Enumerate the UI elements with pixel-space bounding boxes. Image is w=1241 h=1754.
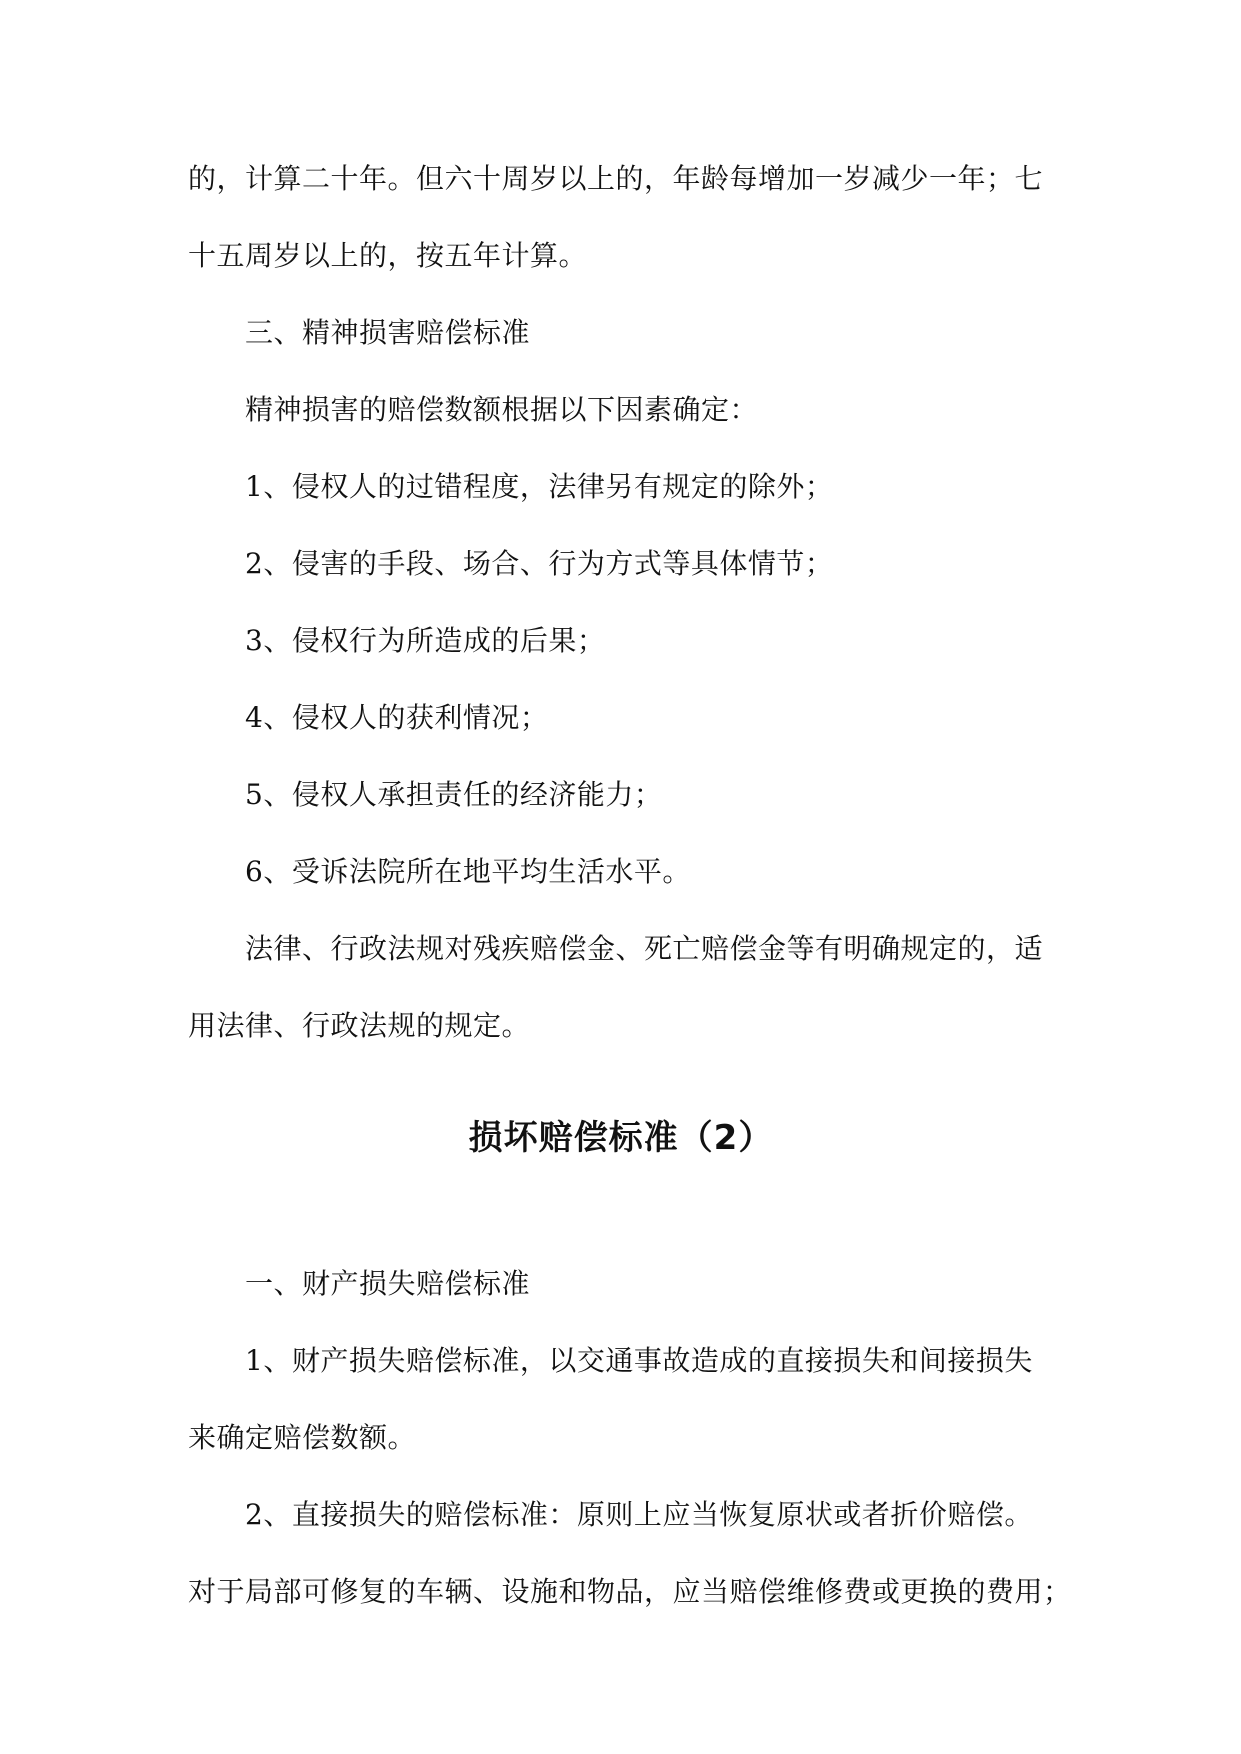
document-body bbox=[188, 140, 1072, 1608]
list-item: 1、侵权人的过错程度，法律另有规定的除外； bbox=[245, 470, 834, 503]
paragraph-line: 用法律、行政法规的规定。 bbox=[188, 1009, 531, 1042]
list-item: 6、受诉法院所在地平均生活水平。 bbox=[245, 855, 691, 888]
list-item: 3、侵权行为所造成的后果； bbox=[245, 624, 606, 657]
paragraph-line: 精神损害的赔偿数额根据以下因素确定： bbox=[245, 393, 759, 426]
paragraph-line: 的，计算二十年。但六十周岁以上的，年龄每增加一岁减少一年；七 bbox=[188, 162, 1044, 195]
section-heading-mental-damage: 三、精神损害赔偿标准 bbox=[245, 316, 531, 349]
list-item: 2、侵害的手段、场合、行为方式等具体情节； bbox=[245, 547, 834, 580]
section-heading-property-loss: 一、财产损失赔偿标准 bbox=[245, 1267, 531, 1300]
list-item: 2、直接损失的赔偿标准：原则上应当恢复原状或者折价赔偿。 bbox=[245, 1498, 1033, 1531]
list-item: 4、侵权人的获利情况； bbox=[245, 701, 549, 734]
paragraph-line: 来确定赔偿数额。 bbox=[188, 1421, 417, 1454]
list-item: 5、侵权人承担责任的经济能力； bbox=[245, 778, 663, 811]
paragraph-line: 对于局部可修复的车辆、设施和物品，应当赔偿维修费或更换的费用； bbox=[188, 1575, 1072, 1608]
section-title: 损坏赔偿标准（2） bbox=[468, 1118, 774, 1158]
section-next-body bbox=[188, 1245, 1072, 1630]
list-item: 1、财产损失赔偿标准，以交通事故造成的直接损失和间接损失 bbox=[245, 1344, 1033, 1377]
paragraph-line: 法律、行政法规对残疾赔偿金、死亡赔偿金等有明确规定的，适 bbox=[245, 932, 1044, 965]
paragraph-line: 十五周岁以上的，按五年计算。 bbox=[188, 239, 588, 272]
